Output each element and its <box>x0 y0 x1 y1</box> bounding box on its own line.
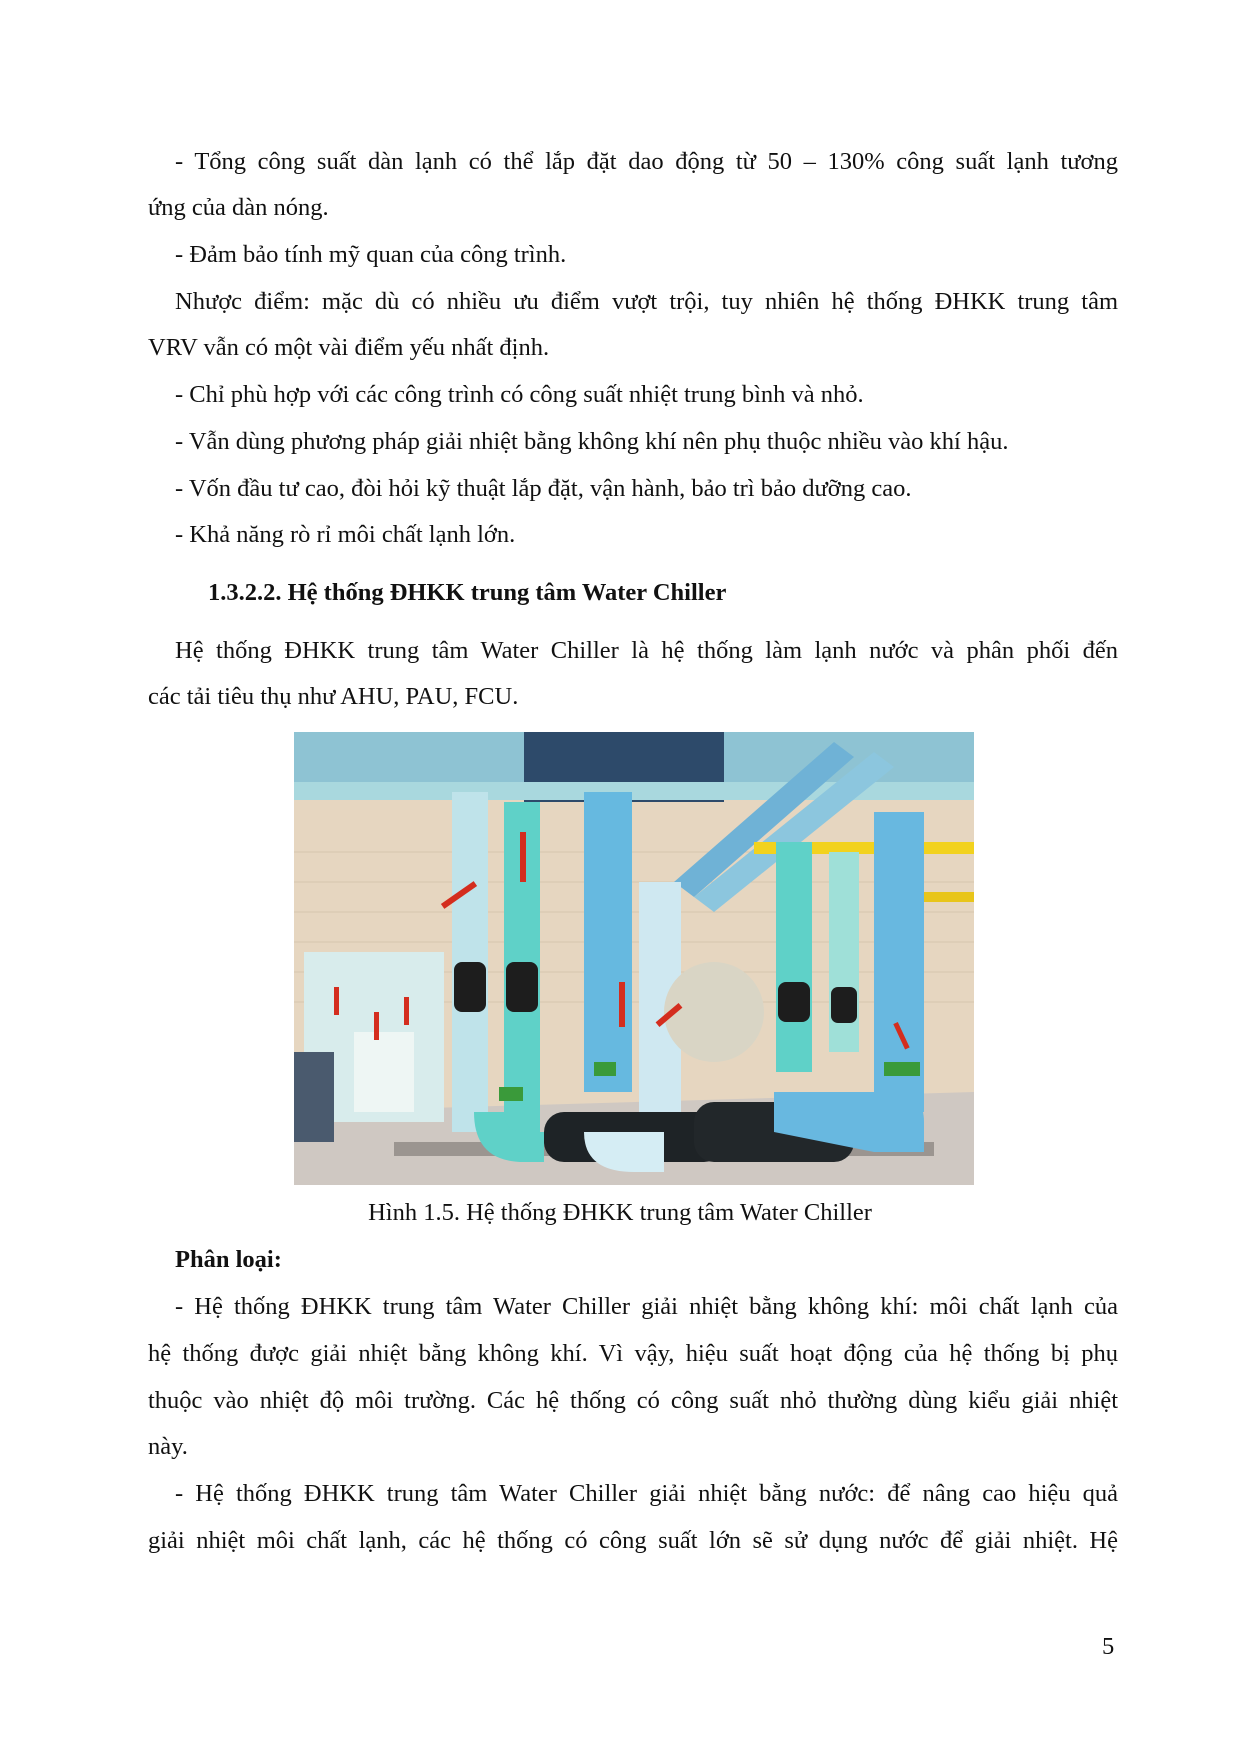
classification-item2-line1: - Hệ thống ĐHKK trung tâm Water Chiller giải nhiệt bằng nước: để nâng cao hiệu quả <box>175 1480 1118 1507</box>
paragraph-capacity-line1: - Tổng công suất dàn lạnh có thể lắp đặt dao động từ 50 – 130% công suất lạnh tương <box>175 148 1118 175</box>
classification-item2-line2: giải nhiệt môi chất lạnh, các hệ thống có công suất lớn sẽ sử dụng nước để giải nhiệt. Hệ <box>148 1527 1118 1554</box>
classification-item1-line2: hệ thống được giải nhiệt bằng không khí. Vì vậy, hiệu suất hoạt động của hệ thống bị phụ <box>148 1340 1118 1367</box>
paragraph-disadvantages-line2: VRV vẫn có một vài điểm yếu nhất định. <box>148 334 550 361</box>
figure-photo-water-chiller <box>294 732 974 1185</box>
page-number: 5 <box>1102 1633 1115 1660</box>
figure-caption: Hình 1.5. Hệ thống ĐHKK trung tâm Water Chiller <box>368 1199 872 1226</box>
classification-heading: Phân loại: <box>175 1246 282 1273</box>
classification-item1-line3: thuộc vào nhiệt độ môi trường. Các hệ thống có công suất nhỏ thường dùng kiểu giải nhiệt <box>148 1387 1118 1414</box>
section-heading: 1.3.2.2. Hệ thống ĐHKK trung tâm Water Chiller <box>208 579 727 606</box>
bullet-small-capacity: - Chỉ phù hợp với các công trình có công suất nhiệt trung bình và nhỏ. <box>175 381 864 408</box>
bullet-high-cost: - Vốn đầu tư cao, đòi hỏi kỹ thuật lắp đặt, vận hành, bảo trì bảo dưỡng cao. <box>175 475 912 502</box>
paragraph-aesthetics: - Đảm bảo tính mỹ quan của công trình. <box>175 241 567 268</box>
classification-item1-line1: - Hệ thống ĐHKK trung tâm Water Chiller giải nhiệt bằng không khí: môi chất lạnh của <box>175 1293 1118 1320</box>
bullet-air-cooling: - Vẫn dùng phương pháp giải nhiệt bằng không khí nên phụ thuộc nhiều vào khí hậu. <box>175 428 1009 455</box>
intro-line1: Hệ thống ĐHKK trung tâm Water Chiller là hệ thống làm lạnh nước và phân phối đến <box>175 637 1118 664</box>
bullet-leakage: - Khả năng rò rỉ môi chất lạnh lớn. <box>175 521 516 548</box>
paragraph-disadvantages-line1: Nhược điểm: mặc dù có nhiều ưu điểm vượt trội, tuy nhiên hệ thống ĐHKK trung tâm <box>175 288 1118 315</box>
intro-line2: các tải tiêu thụ như AHU, PAU, FCU. <box>148 683 519 710</box>
classification-item1-line4: này. <box>148 1433 188 1460</box>
paragraph-capacity-line2: ứng của dàn nóng. <box>148 194 329 221</box>
